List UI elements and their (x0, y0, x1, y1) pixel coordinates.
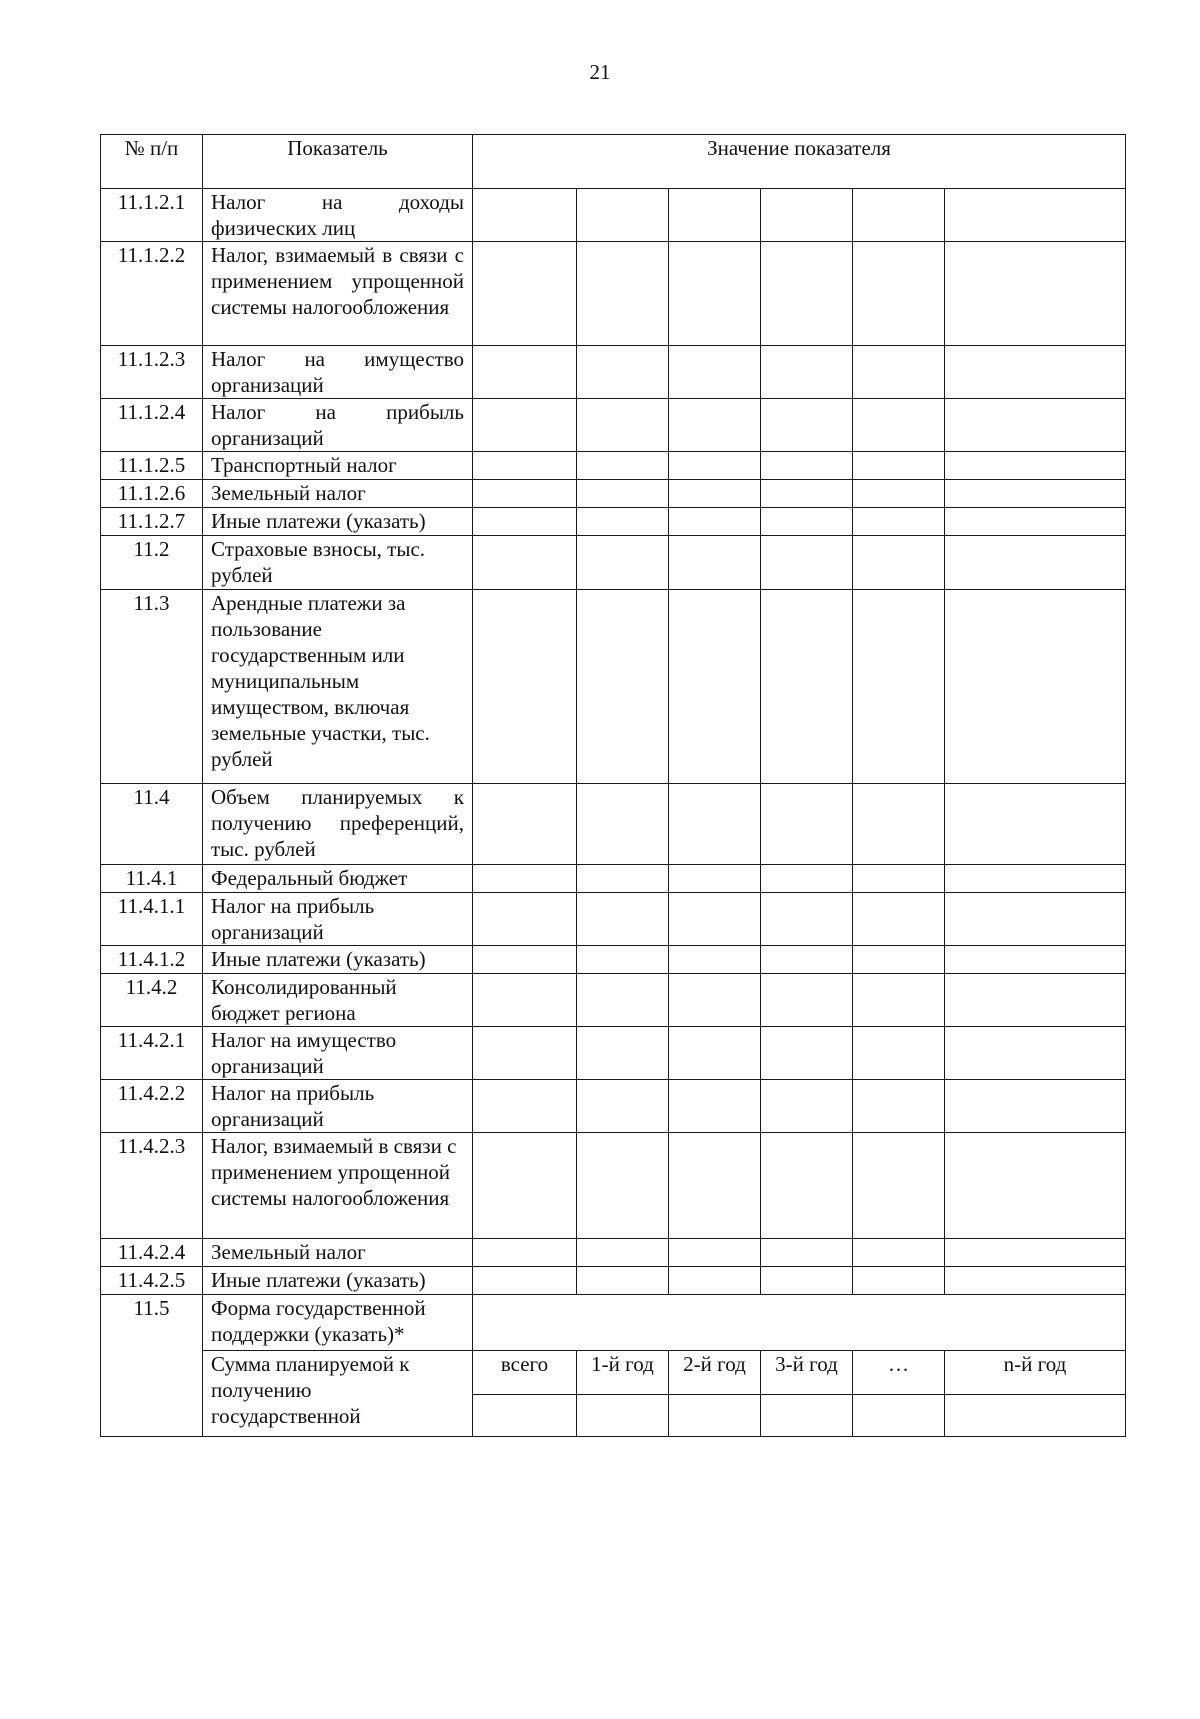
value-cell (945, 946, 1126, 974)
value-cell (669, 480, 761, 508)
value-cell (761, 893, 853, 946)
value-cell (761, 480, 853, 508)
table-row (101, 946, 1126, 974)
row-num: 11.4.1 (101, 865, 203, 893)
value-cell (669, 508, 761, 536)
value-cell (853, 974, 945, 1027)
row-label: Форма государственной поддержки (указать)* (203, 1295, 473, 1351)
value-cell (577, 893, 669, 946)
row-num: 11.1.2.3 (101, 346, 203, 399)
value-cell (577, 974, 669, 1027)
value-cell (473, 508, 577, 536)
table-row (101, 508, 1126, 536)
value-cell (853, 946, 945, 974)
value-cell (577, 480, 669, 508)
table-header-row (101, 135, 1126, 189)
row-num: 11.1.2.6 (101, 480, 203, 508)
value-cell (669, 346, 761, 399)
value-cell (853, 399, 945, 452)
value-cell (577, 1267, 669, 1295)
value-cell (853, 893, 945, 946)
value-cell (669, 1080, 761, 1133)
value-cell (853, 1267, 945, 1295)
table-row (101, 1080, 1126, 1133)
row-num: 11.4.2.4 (101, 1239, 203, 1267)
value-cell (945, 189, 1126, 242)
row-label: Налог на прибыль организаций (203, 893, 473, 946)
value-cell (577, 1027, 669, 1080)
value-cell (945, 1239, 1126, 1267)
table-row (101, 590, 1126, 784)
row-num: 11.1.2.5 (101, 452, 203, 480)
value-cell (945, 399, 1126, 452)
value-cell (473, 480, 577, 508)
row-num: 11.4 (101, 784, 203, 865)
row-num: 11.1.2.1 (101, 189, 203, 242)
column-ellipsis: … (853, 1351, 945, 1395)
value-cell (761, 946, 853, 974)
value-cell (577, 399, 669, 452)
column-total: всего (473, 1351, 577, 1395)
value-cell (761, 784, 853, 865)
row-num: 11.2 (101, 536, 203, 590)
row-num: 11.1.2.4 (101, 399, 203, 452)
value-cell (945, 590, 1126, 784)
table-row (101, 1267, 1126, 1295)
row-num: 11.4.2 (101, 974, 203, 1027)
row-label: Транспортный налог (203, 452, 473, 480)
row-num: 11.1.2.7 (101, 508, 203, 536)
value-cell-merged (473, 1295, 1126, 1351)
value-cell (473, 946, 577, 974)
header-indicator: Показатель (203, 135, 473, 189)
value-cell (577, 1080, 669, 1133)
value-cell (669, 452, 761, 480)
value-cell (945, 452, 1126, 480)
value-cell (761, 1395, 853, 1437)
value-cell (761, 590, 853, 784)
value-cell (761, 242, 853, 346)
value-cell (853, 452, 945, 480)
value-cell (669, 242, 761, 346)
value-cell (577, 946, 669, 974)
value-cell (853, 1133, 945, 1239)
value-cell (577, 1133, 669, 1239)
table-row (101, 865, 1126, 893)
value-cell (669, 1239, 761, 1267)
value-cell (473, 1027, 577, 1080)
value-cell (761, 1133, 853, 1239)
row-label: Федеральный бюджет (203, 865, 473, 893)
row-label: Налог на прибыль организаций (203, 399, 473, 452)
row-label: Иные платежи (указать) (203, 508, 473, 536)
value-cell (945, 974, 1126, 1027)
row-num: 11.3 (101, 590, 203, 784)
table-row (101, 536, 1126, 590)
value-cell (577, 346, 669, 399)
value-cell (945, 1027, 1126, 1080)
value-cell (669, 865, 761, 893)
value-cell (473, 399, 577, 452)
header-num: № п/п (101, 135, 203, 189)
column-year-1: 1-й год (577, 1351, 669, 1395)
value-cell (473, 189, 577, 242)
value-cell (669, 1395, 761, 1437)
value-cell (945, 865, 1126, 893)
value-cell (853, 346, 945, 399)
value-cell (945, 508, 1126, 536)
value-cell (945, 1395, 1126, 1437)
value-cell (761, 346, 853, 399)
value-cell (853, 1395, 945, 1437)
value-cell (761, 399, 853, 452)
value-cell (761, 189, 853, 242)
value-cell (945, 784, 1126, 865)
row-label: Налог на имущество организаций (203, 346, 473, 399)
value-cell (473, 590, 577, 784)
row-label: Налог, взимаемый в связи с применением упрощенной системы налогообложения (203, 1133, 473, 1239)
column-year-3: 3-й год (761, 1351, 853, 1395)
value-cell (761, 1239, 853, 1267)
row-num: 11.4.2.5 (101, 1267, 203, 1295)
value-cell (669, 536, 761, 590)
value-cell (761, 865, 853, 893)
table-row (101, 974, 1126, 1027)
row-label: Консолидированный бюджет региона (203, 974, 473, 1027)
table-row (101, 242, 1126, 346)
row-label: Арендные платежи за пользование государственным или муниципальным имуществом, включая земельные участки, тыс. рублей (203, 590, 473, 784)
value-cell (577, 242, 669, 346)
value-cell (669, 974, 761, 1027)
table-row-years-header (101, 1351, 1126, 1395)
value-cell (761, 508, 853, 536)
value-cell (473, 1080, 577, 1133)
value-cell (473, 784, 577, 865)
indicators-table (100, 134, 1126, 1437)
table-row (101, 784, 1126, 865)
value-cell (761, 452, 853, 480)
table-row (101, 1027, 1126, 1080)
value-cell (853, 590, 945, 784)
value-cell (853, 784, 945, 865)
value-cell (473, 1267, 577, 1295)
page-number: 21 (589, 60, 611, 84)
value-cell (577, 508, 669, 536)
value-cell (669, 1267, 761, 1295)
value-cell (669, 946, 761, 974)
table-row (101, 1239, 1126, 1267)
row-label: Земельный налог (203, 480, 473, 508)
value-cell (761, 536, 853, 590)
row-label: Иные платежи (указать) (203, 1267, 473, 1295)
value-cell (853, 480, 945, 508)
row-num: 11.1.2.2 (101, 242, 203, 346)
value-cell (945, 1267, 1126, 1295)
value-cell (473, 1239, 577, 1267)
value-cell (577, 1239, 669, 1267)
table-row (101, 480, 1126, 508)
value-cell (945, 242, 1126, 346)
table-row (101, 1133, 1126, 1239)
value-cell (853, 1080, 945, 1133)
header-value: Значение показателя (473, 135, 1126, 189)
value-cell (761, 1080, 853, 1133)
value-cell (577, 784, 669, 865)
value-cell (473, 536, 577, 590)
value-cell (669, 590, 761, 784)
value-cell (577, 865, 669, 893)
value-cell (761, 1267, 853, 1295)
value-cell (577, 1395, 669, 1437)
row-num: 11.4.2.1 (101, 1027, 203, 1080)
value-cell (853, 508, 945, 536)
value-cell (577, 590, 669, 784)
value-cell (669, 784, 761, 865)
value-cell (669, 1133, 761, 1239)
value-cell (577, 452, 669, 480)
value-cell (577, 189, 669, 242)
table-row (101, 399, 1126, 452)
value-cell (761, 974, 853, 1027)
value-cell (945, 1080, 1126, 1133)
row-num: 11.4.2.3 (101, 1133, 203, 1239)
row-num: 11.4.1.1 (101, 893, 203, 946)
value-cell (669, 1027, 761, 1080)
value-cell (945, 480, 1126, 508)
row-num: 11.5 (101, 1295, 203, 1437)
value-cell (669, 189, 761, 242)
table-row-11-5 (101, 1295, 1126, 1351)
value-cell (853, 865, 945, 893)
row-num: 11.4.1.2 (101, 946, 203, 974)
value-cell (853, 536, 945, 590)
value-cell (853, 1027, 945, 1080)
value-cell (473, 974, 577, 1027)
row-label: Налог, взимаемый в связи с применением упрощенной системы налогообложения (203, 242, 473, 346)
value-cell (473, 242, 577, 346)
table-row (101, 189, 1126, 242)
row-label: Налог на прибыль организаций (203, 1080, 473, 1133)
row-label: Налог на имущество организаций (203, 1027, 473, 1080)
value-cell (761, 1027, 853, 1080)
value-cell (473, 346, 577, 399)
value-cell (853, 1239, 945, 1267)
value-cell (473, 1133, 577, 1239)
table-row (101, 452, 1126, 480)
value-cell (945, 893, 1126, 946)
row-label: Иные платежи (указать) (203, 946, 473, 974)
row-label: Налог на доходы физических лиц (203, 189, 473, 242)
value-cell (473, 1395, 577, 1437)
row-label: Земельный налог (203, 1239, 473, 1267)
value-cell (853, 189, 945, 242)
value-cell (853, 242, 945, 346)
value-cell (473, 893, 577, 946)
value-cell (945, 346, 1126, 399)
value-cell (945, 1133, 1126, 1239)
value-cell (669, 893, 761, 946)
table-row (101, 346, 1126, 399)
row-label: Сумма планируемой к получению государственной (203, 1351, 473, 1437)
row-num: 11.4.2.2 (101, 1080, 203, 1133)
column-year-n: n-й год (945, 1351, 1126, 1395)
value-cell (577, 536, 669, 590)
row-label: Страховые взносы, тыс. рублей (203, 536, 473, 590)
value-cell (473, 865, 577, 893)
value-cell (945, 536, 1126, 590)
value-cell (473, 452, 577, 480)
row-label: Объем планируемых к получению преференций, тыс. рублей (203, 784, 473, 865)
column-year-2: 2-й год (669, 1351, 761, 1395)
value-cell (669, 399, 761, 452)
table-row (101, 893, 1126, 946)
